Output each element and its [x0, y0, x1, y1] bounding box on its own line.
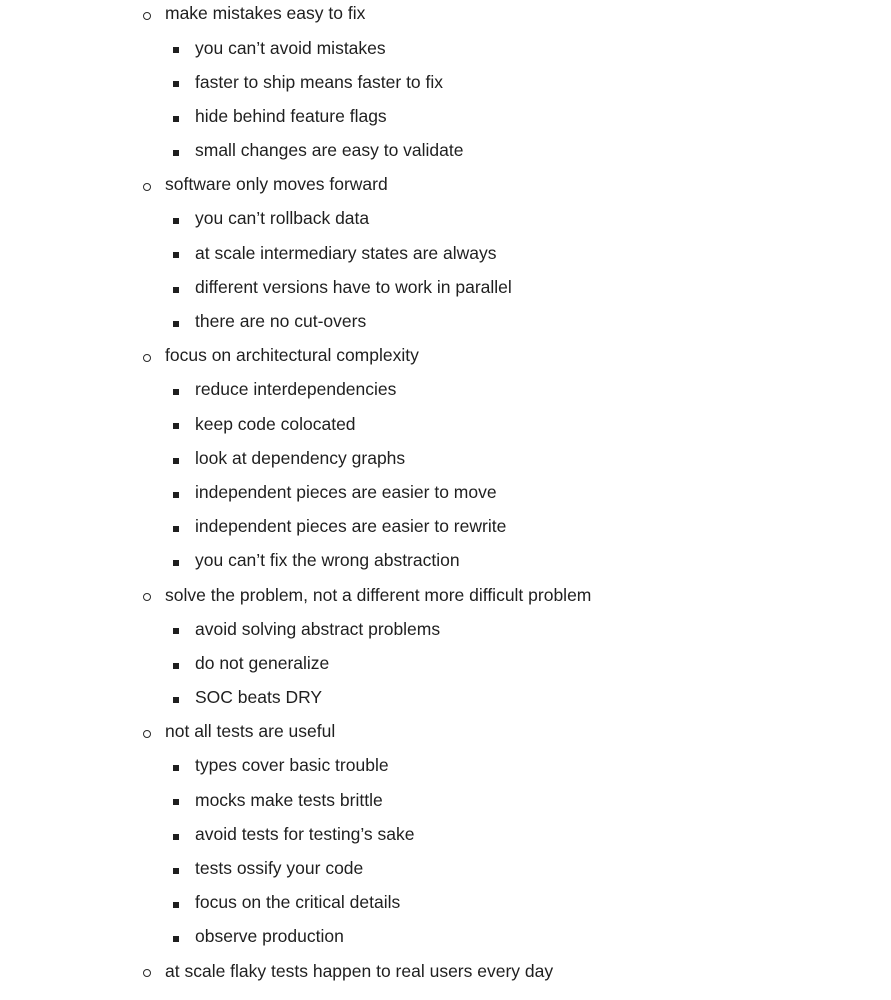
sub-list-item-text: avoid tests for testing’s sake — [195, 823, 415, 844]
square-bullet-icon — [173, 697, 179, 703]
list-item — [0, 0, 891, 34]
sub-list-item — [0, 239, 891, 273]
sub-list-item — [0, 34, 891, 68]
list-item-text: solve the problem, not a different more difficult problem — [165, 584, 592, 605]
square-bullet-icon — [173, 765, 179, 771]
square-bullet-icon — [173, 526, 179, 532]
square-bullet-icon — [173, 150, 179, 156]
hollow-circle-bullet-icon — [143, 730, 151, 738]
square-bullet-icon — [173, 628, 179, 634]
square-bullet-icon — [173, 321, 179, 327]
sub-list-item-text: different versions have to work in parallel — [195, 276, 512, 297]
sub-list-item-text: keep code colocated — [195, 413, 356, 434]
sub-list-item-text: independent pieces are easier to rewrite — [195, 516, 507, 537]
sub-list-item-text: independent pieces are easier to move — [195, 481, 497, 502]
hollow-circle-bullet-icon — [143, 12, 151, 20]
sub-list-item — [0, 821, 891, 855]
sub-list-item — [0, 684, 891, 718]
square-bullet-icon — [173, 423, 179, 429]
hollow-circle-bullet-icon — [143, 183, 151, 191]
sub-list-item — [0, 615, 891, 649]
sub-list-item-text: types cover basic trouble — [195, 755, 389, 776]
sub-list-item-text: avoid solving abstract problems — [195, 618, 441, 639]
sub-list-item-text: focus on the critical details — [195, 892, 401, 913]
sub-list-item — [0, 786, 891, 820]
square-bullet-icon — [173, 492, 179, 498]
sub-list-item-text: hide behind feature flags — [195, 105, 387, 126]
sub-list-item-text: tests ossify your code — [195, 858, 364, 879]
hollow-circle-bullet-icon — [143, 593, 151, 601]
square-bullet-icon — [173, 936, 179, 942]
sub-list-item-text: you can’t rollback data — [195, 208, 370, 229]
square-bullet-icon — [173, 116, 179, 122]
square-bullet-icon — [173, 81, 179, 87]
sub-list-item-text: you can’t fix the wrong abstraction — [195, 550, 460, 571]
sub-list-item — [0, 513, 891, 547]
square-bullet-icon — [173, 902, 179, 908]
sub-list-item — [0, 103, 891, 137]
sub-list-item-text: you can’t avoid mistakes — [195, 37, 386, 58]
sub-list-item — [0, 650, 891, 684]
list-item — [0, 957, 891, 991]
list-item-text: at scale flaky tests happen to real users every day — [165, 960, 554, 981]
square-bullet-icon — [173, 218, 179, 224]
square-bullet-icon — [173, 868, 179, 874]
sub-list-item — [0, 752, 891, 786]
sub-list-item — [0, 410, 891, 444]
sub-list-item — [0, 923, 891, 957]
sub-list-item — [0, 68, 891, 102]
square-bullet-icon — [173, 389, 179, 395]
sub-list-item-text: look at dependency graphs — [195, 447, 406, 468]
sub-list-item — [0, 547, 891, 581]
sub-list-item — [0, 889, 891, 923]
sub-list-item — [0, 137, 891, 171]
sub-list-item-text: SOC beats DRY — [195, 687, 323, 708]
list-item-text: not all tests are useful — [165, 721, 336, 742]
sub-list-item-text: mocks make tests brittle — [195, 789, 383, 810]
sub-list-item — [0, 479, 891, 513]
square-bullet-icon — [173, 287, 179, 293]
square-bullet-icon — [173, 47, 179, 53]
sub-list-item-text: reduce interdependencies — [195, 379, 397, 400]
square-bullet-icon — [173, 799, 179, 805]
sub-list-item-text: observe production — [195, 926, 344, 947]
square-bullet-icon — [173, 834, 179, 840]
sub-list-item — [0, 855, 891, 889]
sub-list-item-text: at scale intermediary states are always — [195, 242, 497, 263]
hollow-circle-bullet-icon — [143, 969, 151, 977]
sub-list-item-text: small changes are easy to validate — [195, 140, 464, 161]
list-item — [0, 342, 891, 376]
sub-list-item — [0, 376, 891, 410]
square-bullet-icon — [173, 252, 179, 258]
list-item — [0, 171, 891, 205]
list-item — [0, 581, 891, 615]
square-bullet-icon — [173, 560, 179, 566]
list-item-text: focus on architectural complexity — [165, 345, 419, 366]
sub-list-item-text: there are no cut-overs — [195, 311, 367, 332]
sub-list-item — [0, 444, 891, 478]
sub-list-item — [0, 308, 891, 342]
list-item — [0, 718, 891, 752]
sub-list-item-text: faster to ship means faster to fix — [195, 71, 444, 92]
sub-list-item-text: do not generalize — [195, 652, 330, 673]
sub-list-item — [0, 205, 891, 239]
square-bullet-icon — [173, 663, 179, 669]
square-bullet-icon — [173, 458, 179, 464]
sub-list-item — [0, 274, 891, 308]
list-item-text: software only moves forward — [165, 174, 388, 195]
hollow-circle-bullet-icon — [143, 354, 151, 362]
list-item-text: make mistakes easy to fix — [165, 3, 366, 24]
